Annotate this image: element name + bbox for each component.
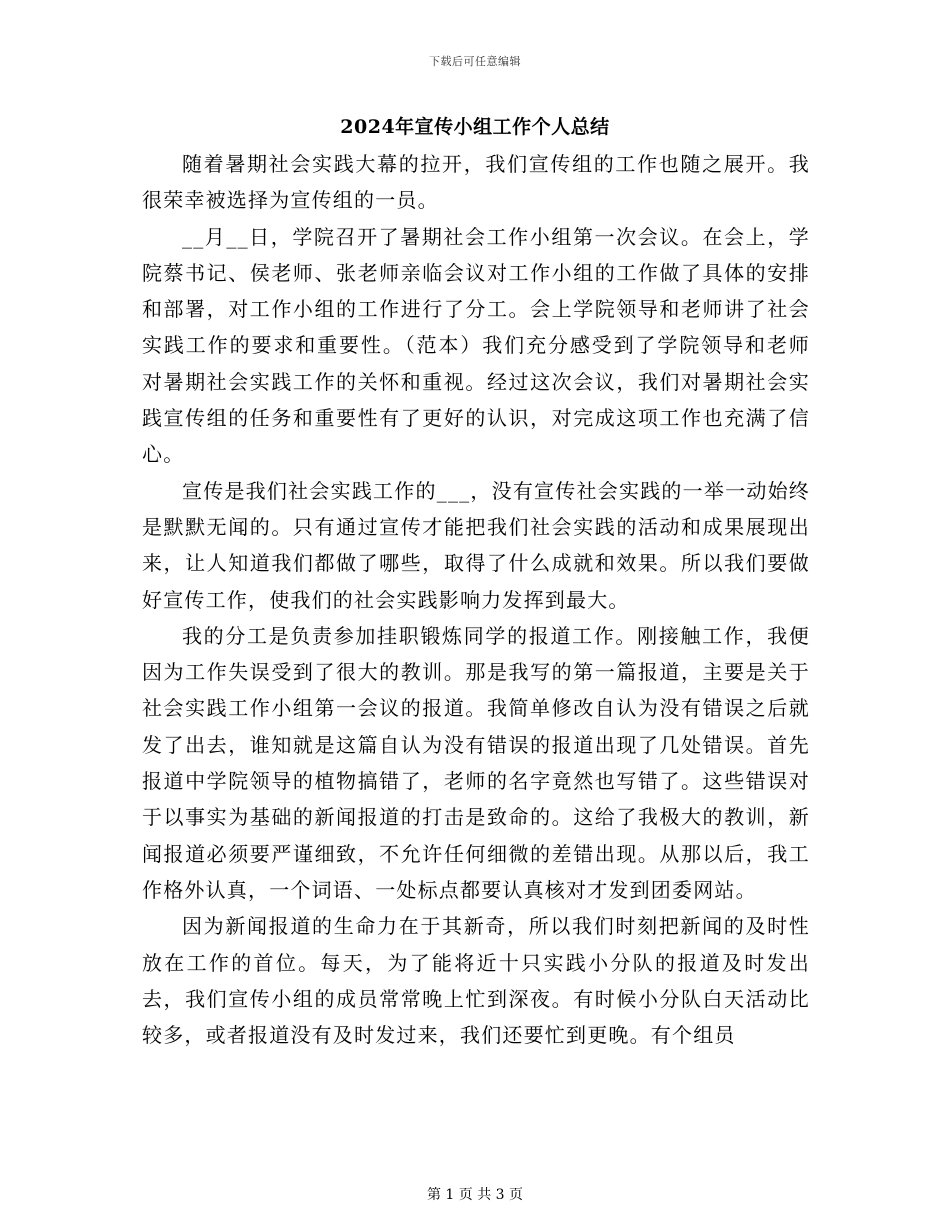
- paragraph: __月__日，学院召开了暑期社会工作小组第一次会议。在会上，学院蔡书记、侯老师、张老师亲临会议对工作小组的工作做了具体的安排和部署，对工作小组的工作进行了分工。会上学院领导和老师讲了社会实践工作的要求和重要性。（范本）我们充分感受到了学院领导和老师对暑期社会实践工作的关怀和重视。经过这次会议，我们对暑期社会实践宣传组的任务和重要性有了更好的认识，对完成这项工作也充满了信心。: [142, 224, 810, 467]
- paragraph: 因为新闻报道的生命力在于其新奇，所以我们时刻把新闻的及时性放在工作的首位。每天，为了能将近十只实践小分队的报道及时发出去，我们宣传小组的成员常常晚上忙到深夜。有时候小分队白天活动比较多，或者报道没有及时发过来，我们还要忙到更晚。有个组员: [142, 914, 810, 1048]
- paragraph: 随着暑期社会实践大幕的拉开，我们宣传组的工作也随之展开。我很荣幸被选择为宣传组的一员。: [142, 152, 810, 213]
- paragraph: 宣传是我们社会实践工作的___，没有宣传社会实践的一举一动始终是默默无闻的。只有通过宣传才能把我们社会实践的活动和成果展现出来，让人知道我们都做了哪些，取得了什么成就和效果。所以我们要做好宣传工作，使我们的社会实践影响力发挥到最大。: [142, 478, 810, 612]
- document-body: [142, 146, 810, 1053]
- paragraph: 我的分工是负责参加挂职锻炼同学的报道工作。刚接触工作，我便因为工作失误受到了很大的教训。那是我写的第一篇报道，主要是关于社会实践工作小组第一会议的报道。我简单修改自认为没有错误之后就发了出去，谁知就是这篇自认为没有错误的报道出现了几处错误。首先报道中学院领导的植物搞错了，老师的名字竟然也写错了。这些错误对于以事实为基础的新闻报道的打击是致命的。这给了我极大的教训，新闻报道必须要严谨细致，不允许任何细微的差错出现。从那以后，我工作格外认真，一个词语、一处标点都要认真核对才发到团委网站。: [142, 623, 810, 902]
- header-note: 下载后可任意编辑: [429, 55, 521, 68]
- page-number-footer: 第 1 页 共 3 页: [426, 1187, 524, 1203]
- document-title: 2024年宣传小组工作个人总结: [340, 116, 610, 138]
